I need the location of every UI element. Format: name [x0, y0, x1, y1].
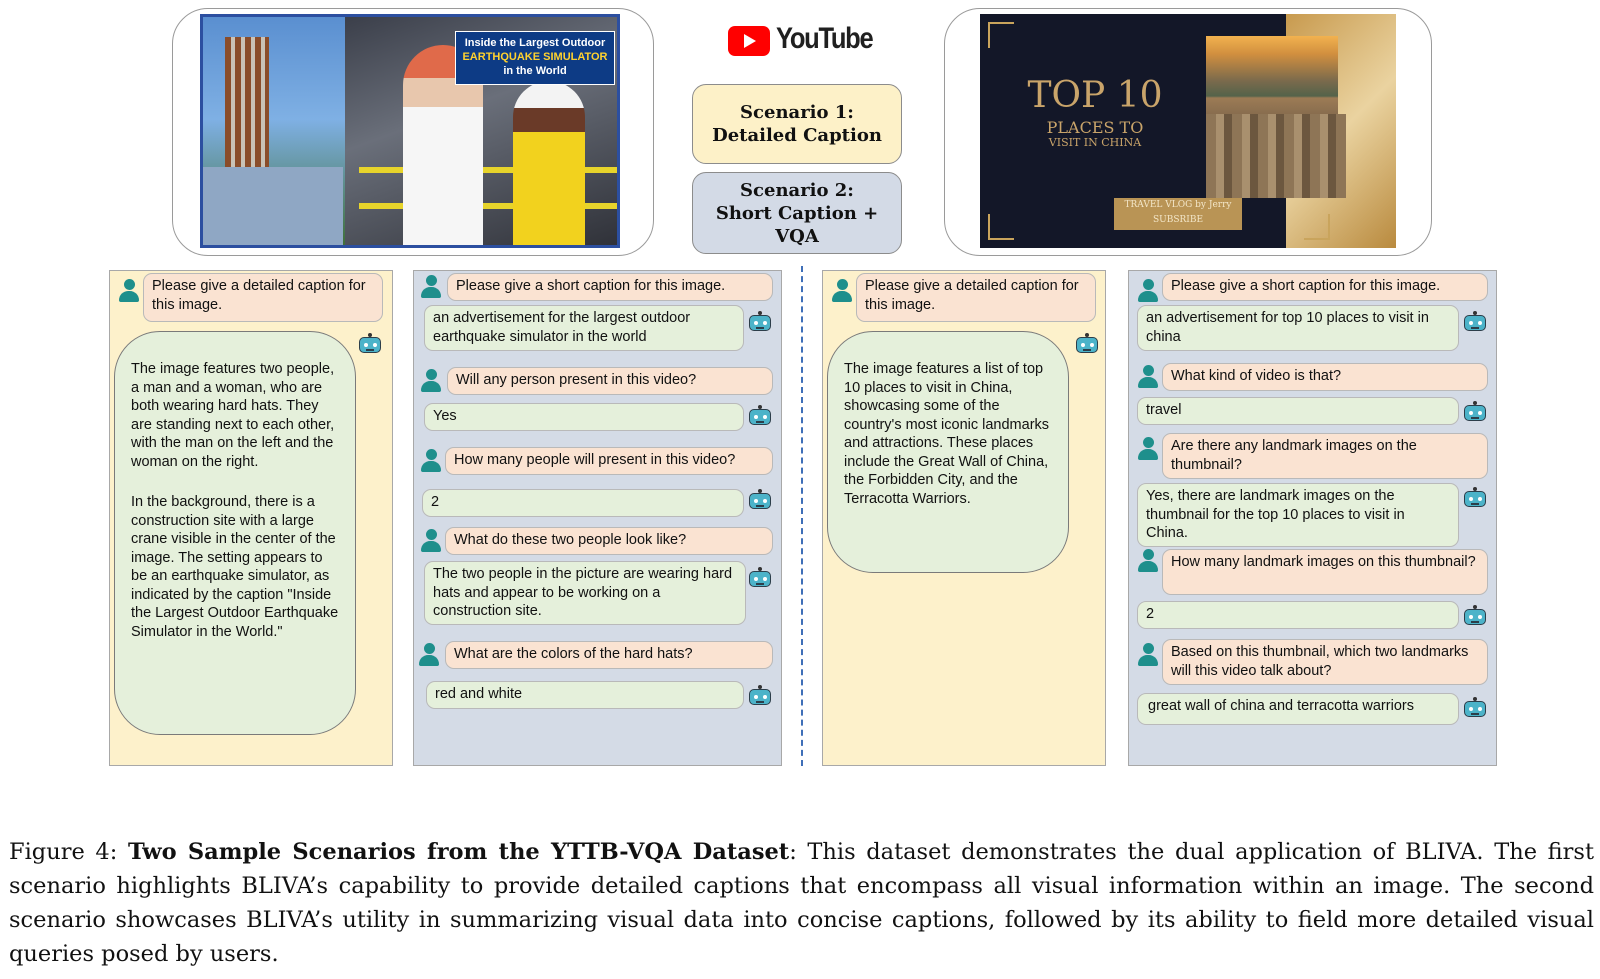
scenario-2-title: Scenario 2: — [740, 179, 854, 201]
ornament-top-left — [988, 22, 1014, 48]
answer-bubble: The two people in the picture are wearing hard hats and appear to be working on a construction site. — [424, 561, 746, 625]
vlog-line-1: TRAVEL VLOG by Jerry — [1124, 200, 1232, 210]
question-bubble: Are there any landmark images on the thumbnail? — [1162, 433, 1488, 479]
bot-icon — [1463, 697, 1487, 719]
panel-3-detailed-caption — [822, 270, 1106, 766]
question-bubble: Please give a short caption for this image. — [447, 273, 773, 301]
banner-line-3: in the World — [503, 65, 567, 77]
thumbnail-subtitle-2: VISIT IN CHINA — [1048, 136, 1142, 149]
panel-4-vqa — [1128, 270, 1497, 766]
bot-icon — [748, 405, 772, 427]
answer-bubble: an advertisement for the largest outdoor earthquake simulator in the world — [424, 305, 744, 351]
bot-icon — [1075, 333, 1099, 355]
detailed-answer-bubble — [827, 331, 1069, 573]
bot-icon — [358, 333, 382, 355]
scenario-1-title: Scenario 1: — [740, 102, 854, 123]
figure-caption — [9, 835, 1594, 975]
user-icon — [418, 643, 440, 667]
caption-label: Figure 4: — [9, 839, 128, 865]
scenario-2-subtitle: Short Caption + VQA — [715, 202, 879, 247]
caption-bold-title: Two Sample Scenarios from the YTTB-VQA Dataset — [127, 839, 790, 865]
answer-paragraph-1: The image features two people, a man and a woman, who are both wearing hard hats. They are standing next to each other, with the man on the left and the woman on the right. — [131, 361, 335, 470]
user-icon — [1137, 437, 1159, 461]
bot-icon — [748, 311, 772, 333]
scenario-divider — [801, 266, 803, 766]
woman-in-white-hard-hat — [513, 81, 585, 248]
answer-bubble: 2 — [1137, 601, 1459, 629]
detailed-answer-bubble — [114, 331, 356, 735]
ornament-right — [1304, 214, 1330, 240]
top10-china-thumbnail — [980, 14, 1396, 248]
question-bubble: How many landmark images on this thumbnail? — [1162, 549, 1488, 595]
scenario-1-subtitle: Detailed Caption — [712, 125, 882, 146]
terracotta-warriors-photo — [1206, 114, 1346, 198]
answer-bubble: travel — [1137, 397, 1459, 425]
user-icon — [118, 279, 140, 303]
bot-icon — [748, 685, 772, 707]
panel-2-vqa — [413, 270, 782, 766]
banner-line-2: EARTHQUAKE SIMULATOR — [462, 51, 608, 63]
answer-paragraph: The image features a list of top 10 places to visit in China, showcasing some of the country's most iconic landmarks and attractions. These places include the Great Wall of China, the Forbidden City, and the Terracotta Warriors. — [844, 361, 1050, 507]
answer-bubble: an advertisement for top 10 places to visit in china — [1137, 305, 1459, 351]
question-bubble: Please give a short caption for this image. — [1162, 273, 1488, 301]
user-icon — [420, 449, 442, 473]
youtube-wordmark: YouTube — [776, 22, 873, 55]
question-bubble: Based on this thumbnail, which two landmarks will this video talk about? — [1162, 639, 1488, 685]
answer-bubble: Yes — [424, 403, 744, 431]
ornament-bottom-left — [988, 214, 1014, 240]
scenario-2-label — [692, 172, 902, 254]
answer-bubble: great wall of china and terracotta warriors — [1137, 693, 1459, 725]
question-bubble: Please give a detailed caption for this image. — [143, 273, 383, 322]
user-icon — [831, 279, 853, 303]
bot-icon — [1463, 487, 1487, 509]
user-icon — [420, 275, 442, 299]
user-icon — [420, 369, 442, 393]
user-icon — [1137, 365, 1159, 389]
vlog-badge — [1114, 198, 1242, 230]
question-bubble: Will any person present in this video? — [447, 367, 773, 395]
panel-1-detailed-caption — [109, 270, 393, 766]
question-bubble: What do these two people look like? — [445, 527, 773, 555]
bot-icon — [1463, 605, 1487, 627]
thumbnail-title: TOP 10 — [1027, 75, 1163, 116]
bot-icon — [1463, 401, 1487, 423]
question-bubble: Please give a detailed caption for this image. — [856, 273, 1096, 322]
user-icon — [1137, 549, 1159, 573]
scenario-1-label — [692, 84, 902, 164]
video-title-banner — [455, 31, 615, 85]
bot-icon — [748, 489, 772, 511]
user-icon — [420, 529, 442, 553]
caption-text: : This dataset demonstrates the dual application of BLIVA. The first scenario highlights BLIVA’s capability to provide detailed captions that encompass all visual information within an image. The second scenario showcases BLIVA’s utility in summarizing visual data into concise captions, followed by its ability to field more detailed visual queries posed by users. — [9, 839, 1595, 967]
bot-icon — [1463, 311, 1487, 333]
user-icon — [1137, 643, 1159, 667]
answer-paragraph-2: In the background, there is a construction site with a large crane visible in the center of the image. The setting appears to be an earthquake simulator, as indicated by the caption "Inside the Largest Outdoor Earthquake Simulator in the World." — [131, 494, 339, 640]
earthquake-simulator-thumbnail — [200, 14, 620, 248]
youtube-logo — [728, 22, 878, 58]
banner-line-1: Inside the Largest Outdoor — [464, 37, 606, 49]
youtube-play-icon — [728, 26, 770, 56]
answer-bubble: red and white — [426, 681, 744, 709]
bot-icon — [748, 567, 772, 589]
answer-bubble: 2 — [422, 489, 744, 517]
building — [203, 167, 343, 248]
thumbnail-subtitle-1: PLACES TO — [1046, 118, 1144, 137]
vlog-line-2: SUBSRIBE — [1152, 215, 1204, 225]
answer-bubble: Yes, there are landmark images on the thumbnail for the top 10 places to visit in China. — [1137, 483, 1459, 547]
question-bubble: How many people will present in this video? — [445, 447, 773, 475]
question-bubble: What kind of video is that? — [1162, 363, 1488, 391]
question-bubble: What are the colors of the hard hats? — [445, 641, 773, 669]
user-icon — [1137, 279, 1159, 303]
